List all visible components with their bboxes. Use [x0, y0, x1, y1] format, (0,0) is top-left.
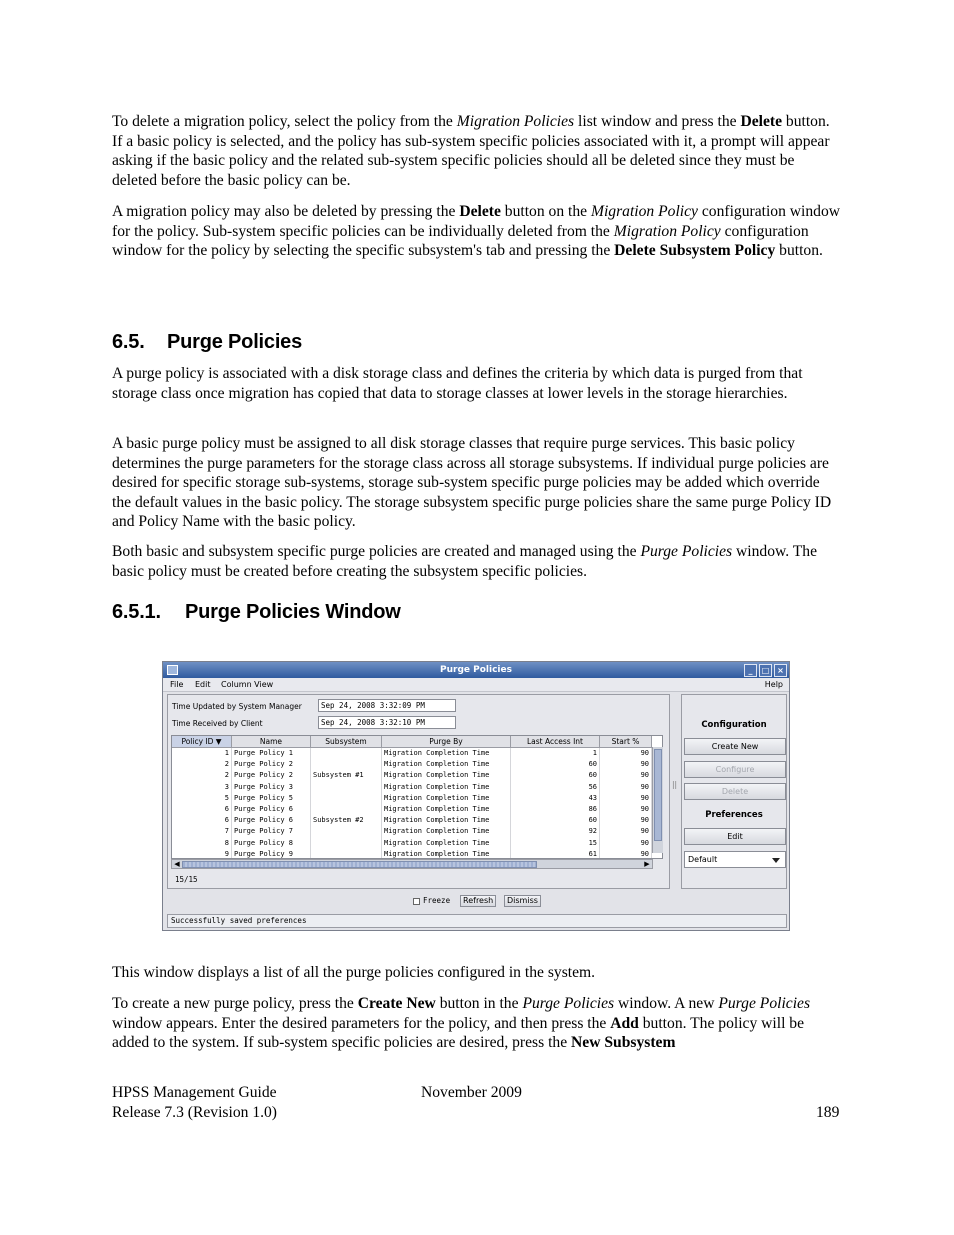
table-cell-subsystem: [311, 748, 382, 759]
table-cell-purge-by: Migration Completion Time: [382, 815, 511, 826]
menu-edit[interactable]: Edit: [195, 680, 211, 689]
table-row[interactable]: [172, 849, 652, 859]
section-number: 6.5.: [112, 331, 145, 353]
preferences-heading: Preferences: [705, 810, 763, 820]
table-cell-last-access: 60: [511, 770, 600, 781]
paragraph-both-policies: [112, 542, 842, 581]
table-cell-subsystem: [311, 804, 382, 815]
time-updated-field: Sep 24, 2008 3:32:09 PM: [318, 699, 456, 712]
table-cell-last-access: 92: [511, 826, 600, 837]
table-cell-start: 90: [600, 748, 652, 759]
menu-file[interactable]: File: [170, 680, 184, 689]
table-cell-name: Purge Policy 6: [232, 815, 311, 826]
paragraph-delete-migration: [112, 112, 842, 190]
text: configuration window for the policy. Sub-system specific policies can be individually deleted from the: [112, 203, 841, 240]
table-cell-subsystem: [311, 782, 382, 793]
table-cell-last-access: 60: [511, 815, 600, 826]
text: button.: [775, 242, 823, 260]
table-cell-start: 90: [600, 815, 652, 826]
column-header-policy-id[interactable]: Policy ID ▼: [172, 736, 232, 748]
freeze-checkbox[interactable]: [413, 898, 420, 905]
menu-column-view[interactable]: Column View: [221, 680, 274, 689]
preferences-selected-value: Default: [688, 855, 718, 864]
footer-release: Release 7.3 (Revision 1.0): [112, 1104, 277, 1121]
column-header-start-pct[interactable]: Start %: [600, 736, 652, 748]
table-cell-last-access: 56: [511, 782, 600, 793]
text: window appears. Enter the desired parameters for the policy, and then press the: [112, 1014, 611, 1032]
table-cell-name: Purge Policy 2: [232, 770, 311, 781]
table-cell-subsystem: [311, 838, 382, 849]
table-cell-purge-by: Migration Completion Time: [382, 782, 511, 793]
italic-text: Migration Policies: [456, 113, 575, 130]
footer-date: November 2009: [421, 1084, 522, 1101]
paragraph-delete-config: [112, 202, 842, 261]
table-row[interactable]: [172, 759, 652, 770]
table-cell-name: Purge Policy 5: [232, 793, 311, 804]
action-panel: [681, 694, 787, 889]
text: list window and press the: [574, 113, 741, 130]
bold-text: New Subsystem: [571, 1034, 676, 1052]
table-cell-name: Purge Policy 6: [232, 804, 311, 815]
refresh-button[interactable]: Refresh: [460, 895, 496, 907]
row-count: 15/15: [175, 875, 198, 884]
bold-text: Add: [610, 1014, 639, 1032]
menu-bar: [163, 678, 789, 692]
table-cell-subsystem: [311, 849, 382, 859]
table-cell-purge-by: Migration Completion Time: [382, 838, 511, 849]
menu-help[interactable]: Help: [764, 680, 783, 689]
scroll-left-icon[interactable]: ◀: [174, 860, 180, 868]
table-row[interactable]: [172, 770, 652, 781]
window-controls: [744, 664, 787, 677]
time-updated-label: Time Updated by System Manager: [172, 702, 302, 711]
column-header-purge-by[interactable]: Purge By: [382, 736, 511, 748]
status-bar: Successfully saved preferences: [167, 914, 787, 928]
table-cell-start: 90: [600, 849, 652, 859]
table-row[interactable]: [172, 826, 652, 837]
table-cell-last-access: 60: [511, 759, 600, 770]
column-header-last-access-int[interactable]: Last Access Int: [511, 736, 600, 748]
text: configuration window for the policy by selecting the specific subsystem's tab and pressing the: [112, 222, 809, 260]
table-cell-id: 2: [172, 759, 232, 770]
text: window. A new: [614, 995, 719, 1012]
table-row[interactable]: [172, 782, 652, 793]
table-cell-id: 8: [172, 838, 232, 849]
splitter-handle-icon[interactable]: ||: [672, 780, 678, 789]
column-header-subsystem[interactable]: Subsystem: [311, 736, 382, 748]
create-new-button[interactable]: Create New: [684, 738, 786, 755]
section-heading-purge-policies: [112, 331, 302, 354]
scroll-right-icon[interactable]: ▶: [644, 860, 650, 868]
table-row[interactable]: [172, 804, 652, 815]
minimize-icon[interactable]: _: [744, 664, 757, 677]
bold-text: Delete Subsystem Policy: [614, 242, 776, 260]
paragraph-create-new: [112, 994, 842, 1053]
italic-text: Purge Policies: [640, 543, 733, 560]
table-cell-subsystem: [311, 793, 382, 804]
configuration-heading: Configuration: [701, 720, 767, 730]
horizontal-scroll-thumb[interactable]: [182, 861, 537, 868]
table-cell-last-access: 1: [511, 748, 600, 759]
configure-button[interactable]: Configure: [684, 761, 786, 778]
delete-button[interactable]: Delete: [684, 783, 786, 800]
table-cell-purge-by: Migration Completion Time: [382, 748, 511, 759]
table-cell-subsystem: Subsystem #1: [311, 770, 382, 781]
table-cell-subsystem: [311, 759, 382, 770]
table-cell-start: 90: [600, 838, 652, 849]
purge-policies-window: [162, 661, 790, 931]
section-title: Purge Policies Window: [185, 601, 401, 623]
time-received-field: Sep 24, 2008 3:32:10 PM: [318, 716, 456, 729]
close-icon[interactable]: ×: [774, 664, 787, 677]
table-cell-subsystem: [311, 826, 382, 837]
table-cell-id: 1: [172, 748, 232, 759]
table-cell-last-access: 61: [511, 849, 600, 859]
edit-preferences-button[interactable]: Edit: [684, 828, 786, 845]
subsection-heading-window: [112, 601, 401, 624]
footer-guide-title: HPSS Management Guide: [112, 1084, 277, 1101]
table-cell-id: 6: [172, 804, 232, 815]
table-row[interactable]: [172, 838, 652, 849]
table-cell-subsystem: Subsystem #2: [311, 815, 382, 826]
italic-text: Migration Policy: [613, 222, 721, 240]
table-vertical-scrollbar[interactable]: [652, 747, 663, 853]
table-cell-name: Purge Policy 8: [232, 838, 311, 849]
table-cell-purge-by: Migration Completion Time: [382, 793, 511, 804]
paragraph-window-desc: This window displays a list of all the purge policies configured in the system.: [112, 964, 596, 981]
italic-text: Purge Policies: [522, 995, 615, 1012]
table-cell-start: 90: [600, 793, 652, 804]
table-cell-purge-by: Migration Completion Time: [382, 759, 511, 770]
table-cell-start: 90: [600, 804, 652, 815]
policy-table: [171, 735, 663, 859]
table-cell-start: 90: [600, 770, 652, 781]
table-cell-name: Purge Policy 9: [232, 849, 311, 859]
table-cell-purge-by: Migration Completion Time: [382, 804, 511, 815]
section-number: 6.5.1.: [112, 601, 161, 623]
text: Both basic and subsystem specific purge policies are created and managed using the: [112, 543, 641, 560]
table-cell-id: 5: [172, 793, 232, 804]
page-number: 189: [816, 1104, 840, 1121]
table-cell-name: Purge Policy 2: [232, 759, 311, 770]
freeze-label: Freeze: [423, 896, 451, 905]
text: window. The basic policy must be created before creating the subsystem specific policies.: [112, 543, 817, 580]
table-cell-id: 9: [172, 849, 232, 859]
dismiss-button[interactable]: Dismiss: [504, 895, 541, 907]
table-horizontal-scrollbar[interactable]: [171, 859, 653, 869]
maximize-icon[interactable]: □: [759, 664, 772, 677]
text: A migration policy may also be deleted by pressing the: [112, 203, 460, 220]
vertical-scroll-thumb[interactable]: [654, 749, 662, 841]
text: To delete a migration policy, select the policy from the: [112, 113, 457, 130]
window-titlebar: [163, 662, 789, 678]
chevron-down-icon: [772, 858, 780, 863]
italic-text: Purge Policies: [718, 995, 811, 1012]
text: button on the: [500, 203, 591, 220]
table-cell-id: 2: [172, 770, 232, 781]
window-title: Purge Policies: [440, 665, 512, 675]
preferences-select[interactable]: [684, 851, 786, 868]
table-row[interactable]: [172, 748, 652, 759]
bold-text: Delete: [459, 203, 501, 220]
italic-text: Migration Policy: [590, 203, 698, 220]
window-menu-icon[interactable]: [167, 665, 178, 675]
paragraph-purge-intro: A purge policy is associated with a disk storage class and defines the criteria by which data is purged from that storage class once migration has copied that data to storage classes at lower levels in the storage hierarchies.: [112, 365, 803, 402]
table-cell-purge-by: Migration Completion Time: [382, 849, 511, 859]
text: button in the: [435, 995, 523, 1012]
bold-text: Create New: [357, 995, 436, 1012]
paragraph-basic-purge: A basic purge policy must be assigned to all disk storage classes that require purge services. This basic policy determines the purge parameters for the storage class across all storage subsystems. If individual purge policies are desired for specific storage sub-systems, storage sub-system specific purge policies may be added which override the default values in the basic policy. The storage subsystem specific purge policies share the same purge Policy ID and Policy Name with the basic policy.: [112, 435, 832, 531]
table-cell-id: 6: [172, 815, 232, 826]
table-cell-id: 3: [172, 782, 232, 793]
table-cell-id: 7: [172, 826, 232, 837]
section-title: Purge Policies: [167, 331, 303, 353]
column-header-name[interactable]: Name: [232, 736, 311, 748]
table-cell-last-access: 86: [511, 804, 600, 815]
table-cell-purge-by: Migration Completion Time: [382, 770, 511, 781]
table-row[interactable]: [172, 793, 652, 804]
table-cell-start: 90: [600, 782, 652, 793]
text: button. If a basic policy is selected, and the policy has sub-system specific policies associated with it, a prompt will appear asking if the basic policy and the related sub-system specific policies should all be deleted since they must be deleted before the basic policy can be.: [112, 113, 830, 189]
table-cell-name: Purge Policy 1: [232, 748, 311, 759]
text: To create a new purge policy, press the: [112, 995, 358, 1012]
time-received-label: Time Received by Client: [172, 719, 263, 728]
bold-text: Delete: [740, 113, 783, 130]
table-cell-name: Purge Policy 3: [232, 782, 311, 793]
table-cell-last-access: 15: [511, 838, 600, 849]
table-row[interactable]: [172, 815, 652, 826]
table-cell-name: Purge Policy 7: [232, 826, 311, 837]
table-cell-last-access: 43: [511, 793, 600, 804]
text: button. The policy will be added to the system. If sub-system specific policies are desired, press the: [112, 1014, 805, 1052]
table-cell-start: 90: [600, 826, 652, 837]
table-cell-start: 90: [600, 759, 652, 770]
table-cell-purge-by: Migration Completion Time: [382, 826, 511, 837]
